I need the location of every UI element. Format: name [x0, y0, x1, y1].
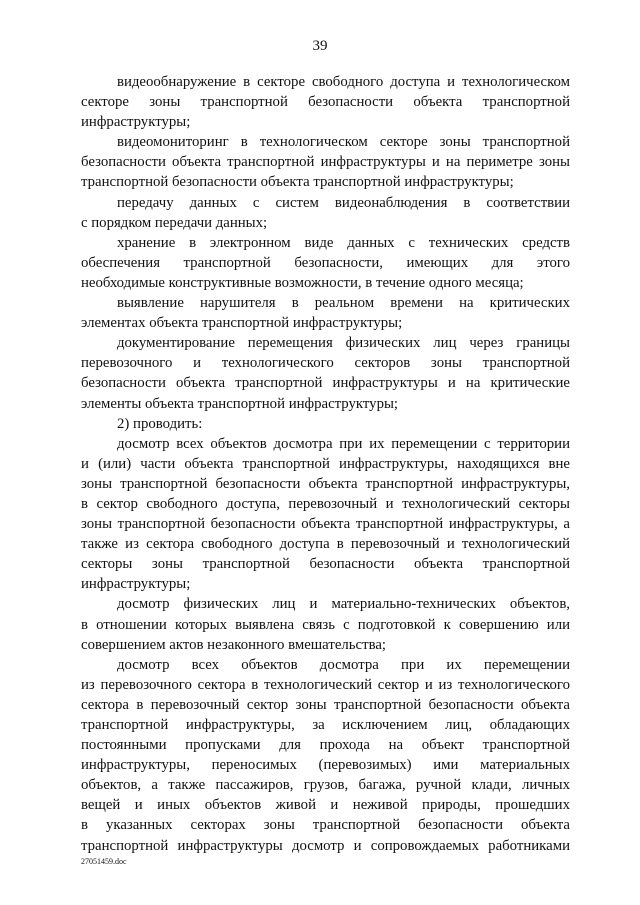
text-line: объектов, а также пассажиров, грузов, багажа, ручной клади, личных [81, 777, 570, 794]
text-line: 2) проводить: [117, 415, 203, 432]
text-line: вещей и иных объектов живой и неживой природы, прошедших [81, 797, 570, 814]
text-line: транспортной безопасности объекта транспортной инфраструктуры; [81, 174, 514, 191]
text-line: в отношении которых выявлена связь с подготовкой к совершению или [81, 616, 570, 633]
text-line: транспортной инфраструктуры досмотр и сопровождаемых работниками [81, 837, 570, 854]
text-line: элементах объекта транспортной инфраструктуры; [81, 315, 403, 332]
document-body [81, 72, 570, 856]
text-line: досмотр всех объектов досмотра при их перемещении с территории [117, 435, 570, 452]
text-line: инфраструктуры; [81, 576, 191, 593]
text-line: с порядком передачи данных; [81, 214, 268, 231]
text-line: сектора в перевозочный сектор зоны транспортной безопасности объекта [81, 696, 570, 713]
text-line: элементы объекта транспортной инфраструктуры; [81, 395, 399, 412]
text-line: выявление нарушителя в реальном времени на критических [117, 295, 570, 312]
text-line: совершением актов незаконного вмешательства; [81, 636, 387, 653]
text-line: зоны транспортной безопасности объекта транспортной инфраструктуры, а [81, 516, 570, 533]
text-line: в сектор свободного доступа, перевозочный и технологический секторы [81, 495, 570, 512]
file-name-footer: 27051459.doc [81, 857, 127, 866]
text-line: видеообнаружение в секторе свободного доступа и технологическом [117, 74, 570, 90]
text-line: также из сектора свободного доступа в перевозочный и технологический [81, 536, 570, 553]
text-line: и (или) части объекта транспортной инфраструктуры, находящихся вне [81, 455, 570, 472]
text-line: инфраструктуры, переносимых (перевозимых) ими материальных [81, 757, 570, 774]
text-line: хранение в электронном виде данных с технических средств [117, 234, 570, 251]
text-line: перевозочного и технологического секторов зоны транспортной [81, 355, 570, 372]
text-line: необходимые конструктивные возможности, в течение одного месяца; [81, 274, 524, 291]
text-line: безопасности объекта транспортной инфраструктуры и на критические [81, 375, 570, 392]
text-line: в указанных секторах зоны транспортной безопасности объекта [81, 817, 570, 834]
text-line: документирование перемещения физических лиц через границы [117, 335, 570, 352]
text-line: инфраструктуры; [81, 114, 191, 131]
text-line: зоны транспортной безопасности объекта транспортной инфраструктуры, [81, 475, 570, 492]
text-line: секторы зоны транспортной безопасности объекта транспортной [81, 556, 570, 573]
text-line: обеспечения транспортной безопасности, имеющих для этого [81, 254, 570, 271]
page-number: 39 [312, 38, 328, 54]
text-line: досмотр физических лиц и материально-технических объектов, [117, 596, 570, 613]
text-line: транспортной инфраструктуры, за исключением лиц, обладающих [81, 717, 570, 733]
text-line: секторе зоны транспортной безопасности объекта транспортной [81, 94, 570, 111]
text-line: передачу данных с систем видеонаблюдения в соответствии [117, 194, 570, 211]
text-line: постоянными пропусками для прохода на объект транспортной [81, 737, 570, 754]
text-line: видеомониторинг в технологическом секторе зоны транспортной [117, 134, 570, 151]
text-line: досмотр всех объектов досмотра при их перемещении [117, 656, 570, 673]
text-line: из перевозочного сектора в технологический сектор и из технологического [81, 676, 570, 693]
text-line: безопасности объекта транспортной инфраструктуры и на периметре зоны [81, 154, 570, 171]
